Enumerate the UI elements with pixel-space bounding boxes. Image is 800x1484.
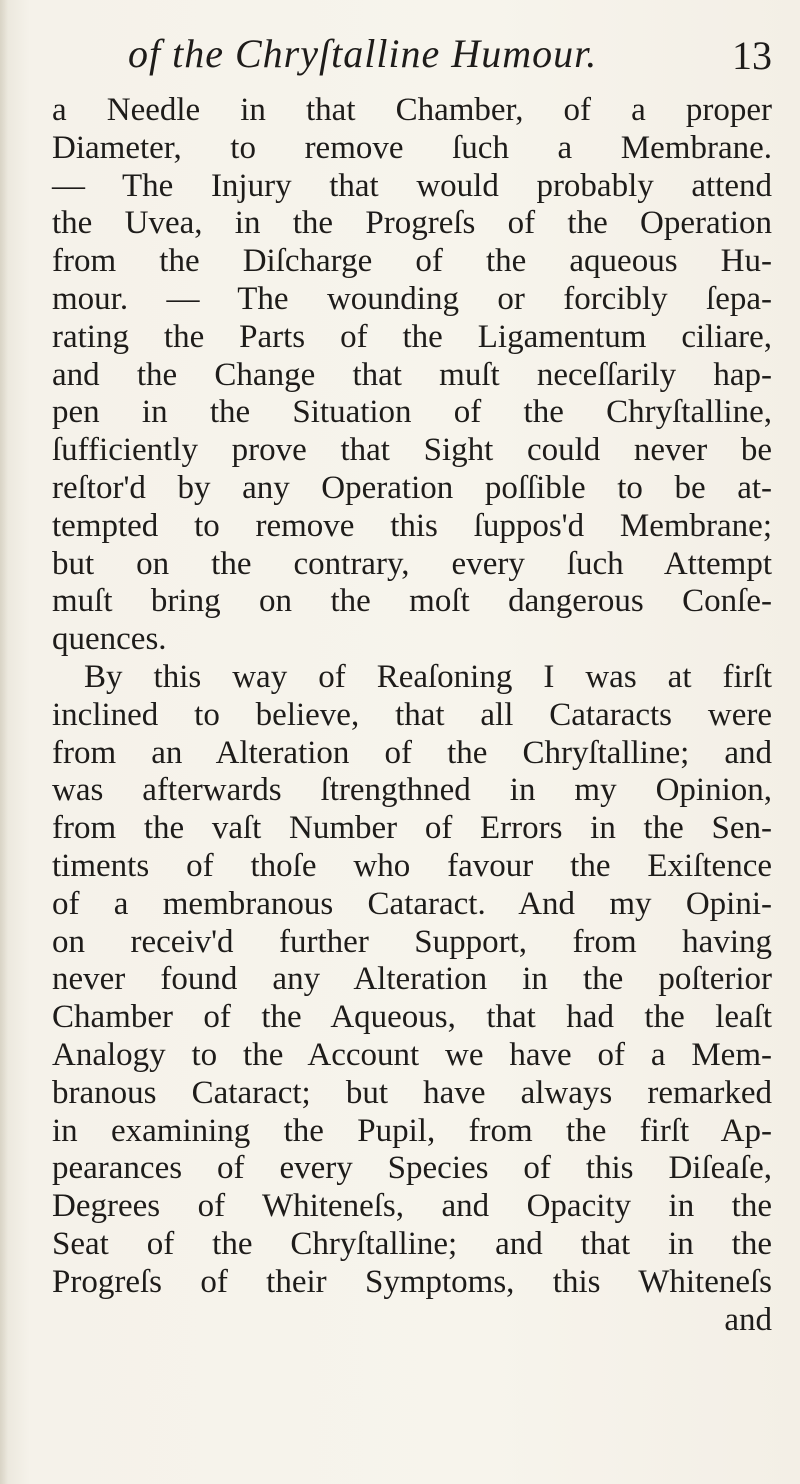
text-line: but on the contrary, every ſuch Attempt (52, 545, 772, 582)
text-line: pen in the Situation of the Chryſtalline, (52, 394, 772, 431)
text-line: mour. — The wounding or forcibly ſepa- (52, 280, 772, 317)
text-line: the Uvea, in the Progreſs of the Operation (52, 205, 772, 242)
text-line: inclined to believe, that all Cataracts were (52, 696, 772, 733)
text-line: was afterwards ſtrengthned in my Opinion, (52, 772, 772, 809)
text-line: By this way of Reaſoning I was at firſt (84, 658, 772, 695)
catchword: and (724, 1301, 772, 1338)
text-line: rating the Parts of the Ligamentum ciliare, (52, 318, 772, 355)
text-line: of a membranous Cataract. And my Opini- (52, 885, 772, 922)
running-head (0, 30, 800, 90)
text-line: never found any Alteration in the poſterior (52, 961, 772, 998)
text-line: Seat of the Chryſtalline; and that in the (52, 1225, 772, 1262)
text-line: a Needle in that Chamber, of a proper (52, 92, 772, 128)
text-line: Diameter, to remove ſuch a Membrane. (52, 129, 772, 166)
text-line: on receiv'd further Support, from having (52, 923, 772, 960)
text-line: and the Change that muſt neceſſarily hap- (52, 356, 772, 393)
body-text (52, 92, 772, 1339)
text-line: from the Diſcharge of the aqueous Hu- (52, 243, 772, 280)
text-line: reſtor'd by any Operation poſſible to be at- (52, 469, 772, 506)
text-line: Analogy to the Account we have of a Mem- (52, 1036, 772, 1073)
text-line: Degrees of Whiteneſs, and Opacity in the (52, 1188, 772, 1225)
text-line: quences. (52, 621, 167, 658)
page-number: 13 (732, 33, 772, 78)
text-line: muſt bring on the moſt dangerous Conſe- (52, 583, 772, 620)
text-line: in examining the Pupil, from the firſt Ap- (52, 1112, 772, 1149)
text-line: Progreſs of their Symptoms, this Whiteneſs (52, 1263, 772, 1300)
running-title: of the Chryſtalline Humour. (128, 31, 598, 76)
text-line: from the vaſt Number of Errors in the Sen- (52, 810, 772, 847)
text-line: ſufficiently prove that Sight could never be (52, 432, 772, 469)
text-line: — The Injury that would probably attend (52, 167, 772, 204)
text-line: tempted to remove this ſuppos'd Membrane; (52, 507, 772, 544)
text-line: Chamber of the Aqueous, that had the leaſt (52, 999, 772, 1036)
text-line: branous Cataract; but have always remarked (52, 1074, 772, 1111)
text-line: from an Alteration of the Chryſtalline; and (52, 734, 772, 771)
scan-edge-shadow (0, 0, 8, 1484)
text-line: pearances of every Species of this Diſeaſe, (52, 1150, 772, 1187)
text-line: timents of thoſe who favour the Exiſtence (52, 847, 772, 884)
